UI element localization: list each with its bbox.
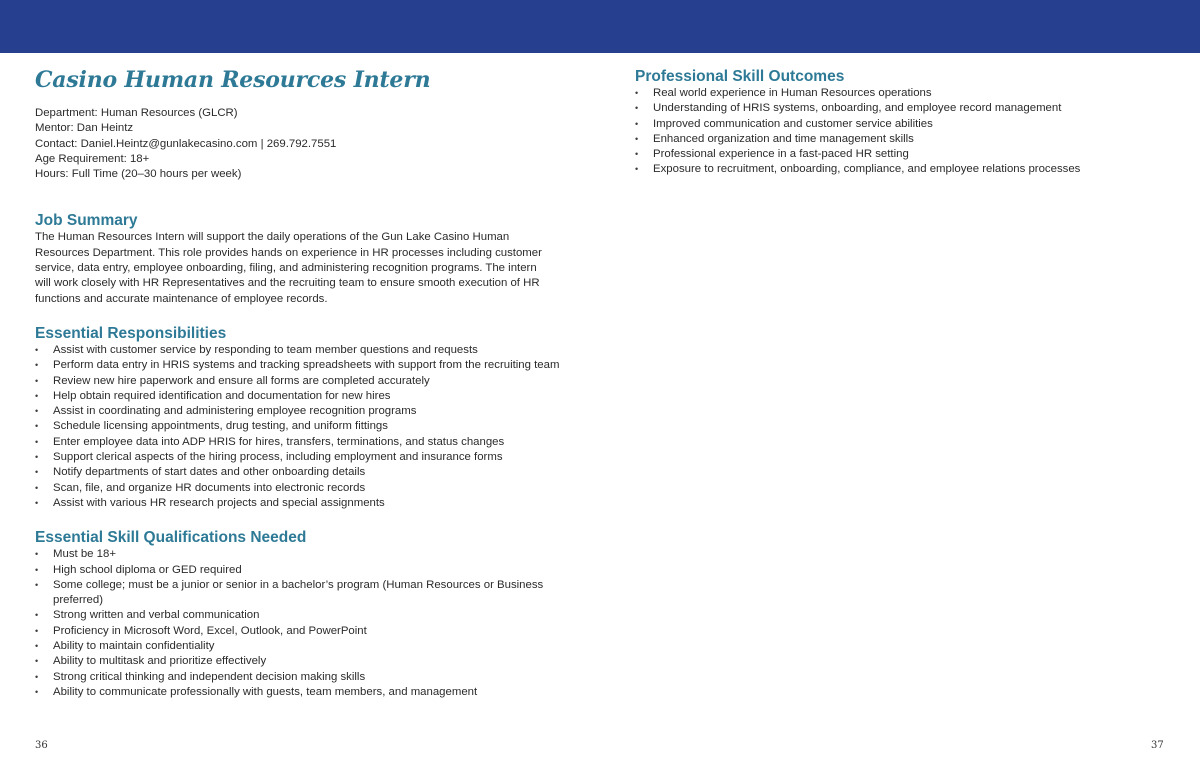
- left-page: [35, 66, 595, 700]
- list-item: • Ability to communicate professionally with guests, team members, and management: [35, 685, 565, 700]
- list-item: • Support clerical aspects of the hiring process, including employment and insurance forms: [35, 450, 595, 465]
- qualifications-list: [35, 547, 565, 700]
- page-title: Casino Human Resources Intern: [35, 67, 431, 93]
- outcomes-list: [635, 86, 1175, 178]
- qualifications-heading: Essential Skill Qualifications Needed: [35, 529, 307, 547]
- list-item: • High school diploma or GED required: [35, 563, 565, 578]
- job-summary-heading: Job Summary: [35, 212, 138, 230]
- list-item: • Schedule licensing appointments, drug testing, and uniform fittings: [35, 419, 595, 434]
- list-item: • Assist with customer service by responding to team member questions and requests: [35, 343, 595, 358]
- responsibilities-list: [35, 343, 595, 511]
- page-number-left: 36: [35, 740, 48, 751]
- list-item: • Review new hire paperwork and ensure all forms are completed accurately: [35, 374, 595, 389]
- header-band: [0, 0, 1200, 53]
- list-item: • Strong critical thinking and independent decision making skills: [35, 670, 565, 685]
- list-item: • Enhanced organization and time management skills: [635, 132, 1175, 147]
- hours: Hours: Full Time (20–30 hours per week): [35, 168, 242, 181]
- list-item: • Ability to multitask and prioritize effectively: [35, 654, 565, 669]
- age-requirement: Age Requirement: 18+: [35, 152, 150, 165]
- list-item: • Must be 18+: [35, 547, 565, 562]
- page-number-right: 37: [1151, 740, 1164, 751]
- list-item: • Some college; must be a junior or senior in a bachelor’s program (Human Resources or Business preferred): [35, 578, 565, 609]
- responsibilities-heading: Essential Responsibilities: [35, 324, 227, 342]
- list-item: • Professional experience in a fast-paced HR setting: [635, 147, 1175, 162]
- list-item: • Enter employee data into ADP HRIS for hires, transfers, terminations, and status changes: [35, 435, 595, 450]
- job-summary-section: [35, 212, 595, 306]
- list-item: • Real world experience in Human Resources operations: [635, 86, 1175, 101]
- list-item: • Help obtain required identification and documentation for new hires: [35, 389, 595, 404]
- list-item: • Perform data entry in HRIS systems and tracking spreadsheets with support from the recruiting team: [35, 358, 595, 373]
- qualifications-section: [35, 529, 595, 700]
- list-item: • Ability to maintain confidentiality: [35, 639, 565, 654]
- department: Department: Human Resources (GLCR): [35, 107, 238, 119]
- list-item: • Scan, file, and organize HR documents into electronic records: [35, 481, 595, 496]
- responsibilities-section: [35, 325, 595, 511]
- list-item: • Improved communication and customer service abilities: [635, 117, 1175, 132]
- outcomes-section: [635, 68, 1175, 178]
- list-item: • Strong written and verbal communication: [35, 608, 565, 623]
- right-page: [635, 68, 1175, 178]
- list-item: • Assist in coordinating and administering employee recognition programs: [35, 404, 595, 419]
- outcomes-heading: Professional Skill Outcomes: [635, 68, 845, 85]
- mentor: Mentor: Dan Heintz: [35, 122, 134, 135]
- list-item: • Understanding of HRIS systems, onboarding, and employee record management: [635, 101, 1175, 116]
- list-item: • Notify departments of start dates and other onboarding details: [35, 465, 595, 480]
- list-item: • Assist with various HR research projects and special assignments: [35, 496, 595, 511]
- list-item: • Proficiency in Microsoft Word, Excel, Outlook, and PowerPoint: [35, 624, 565, 639]
- job-summary-text: The Human Resources Intern will support the daily operations of the Gun Lake Casino Human Resources Department. This role provides hands on experience in HR processes including customer service, data entry, employee onboarding, filing, and administering recognition programs. The intern will work closely with HR Representatives and the recruiting team to ensure smooth execution of HR functions and accurate maintenance of employee records.: [35, 231, 542, 305]
- contact: Contact: Daniel.Heintz@gunlakecasino.com | 269.792.7551: [35, 137, 337, 150]
- job-details: [35, 106, 595, 182]
- list-item: • Exposure to recruitment, onboarding, compliance, and employee relations processes: [635, 162, 1175, 177]
